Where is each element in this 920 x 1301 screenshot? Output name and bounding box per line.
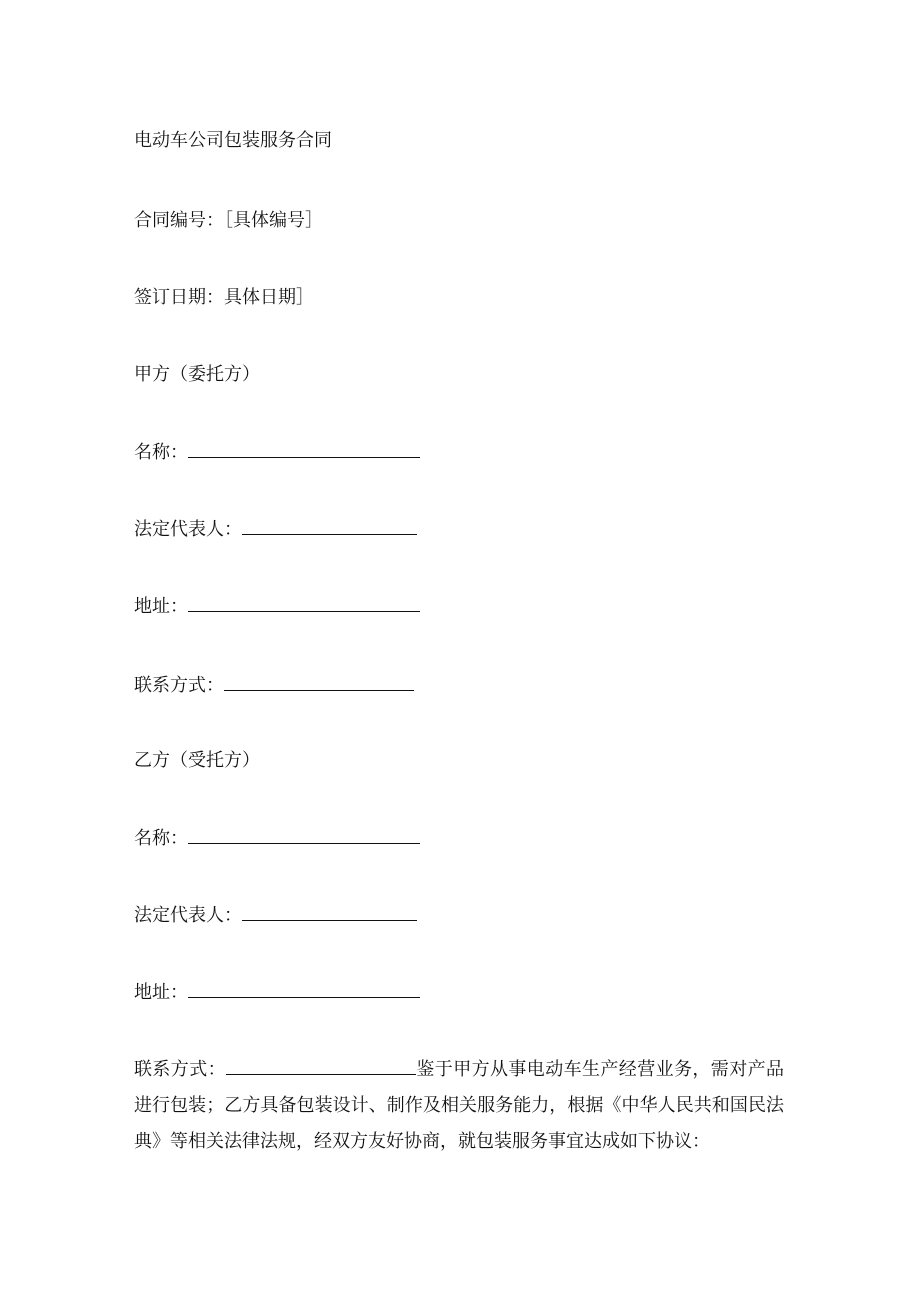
party-b-address-blank [188, 980, 420, 998]
party-a-address-blank [188, 594, 420, 612]
party-b-rep-label: 法定代表人： [134, 905, 242, 926]
preamble-text: 鉴于甲方从事电动车生产经营业务，需对产品进行包装；乙方具备包装设计、制作及相关服务能力，根据《中华人民共和国民法典》等相关法律法规，经双方友好协商，就包装服务事宜达成如下协议： [134, 1059, 784, 1152]
party-a-address-label: 地址： [134, 596, 188, 617]
party-b-name-label: 名称： [134, 828, 188, 849]
party-a-rep-label: 法定代表人： [134, 519, 242, 540]
contract-title: 电动车公司包装服务合同 [134, 130, 332, 151]
party-a-contact-blank [224, 673, 414, 691]
party-b-address-label: 地址： [134, 982, 188, 1003]
party-b-name-blank [188, 826, 420, 844]
party-b-contact-label: 联系方式： [134, 1059, 226, 1080]
party-a-contact-label: 联系方式： [134, 675, 224, 696]
party-b-heading: 乙方（受托方） [134, 750, 260, 771]
signing-date: 签订日期：具体日期］ [134, 287, 314, 308]
party-b-contact-blank [226, 1057, 416, 1075]
contract-number: 合同编号：［具体编号］ [134, 210, 323, 231]
party-b-contact-and-preamble [134, 1052, 784, 1160]
party-b-address-row [134, 980, 420, 1004]
party-a-name-row [134, 440, 420, 464]
party-a-name-label: 名称： [134, 442, 188, 463]
party-a-heading: 甲方（委托方） [134, 364, 260, 385]
party-a-rep-row [134, 517, 417, 541]
party-a-address-row [134, 594, 420, 618]
party-b-rep-blank [242, 903, 417, 921]
party-b-rep-row [134, 903, 417, 927]
party-a-name-blank [188, 440, 420, 458]
party-b-name-row [134, 826, 420, 850]
party-a-contact-row [134, 673, 414, 697]
party-a-rep-blank [242, 517, 417, 535]
